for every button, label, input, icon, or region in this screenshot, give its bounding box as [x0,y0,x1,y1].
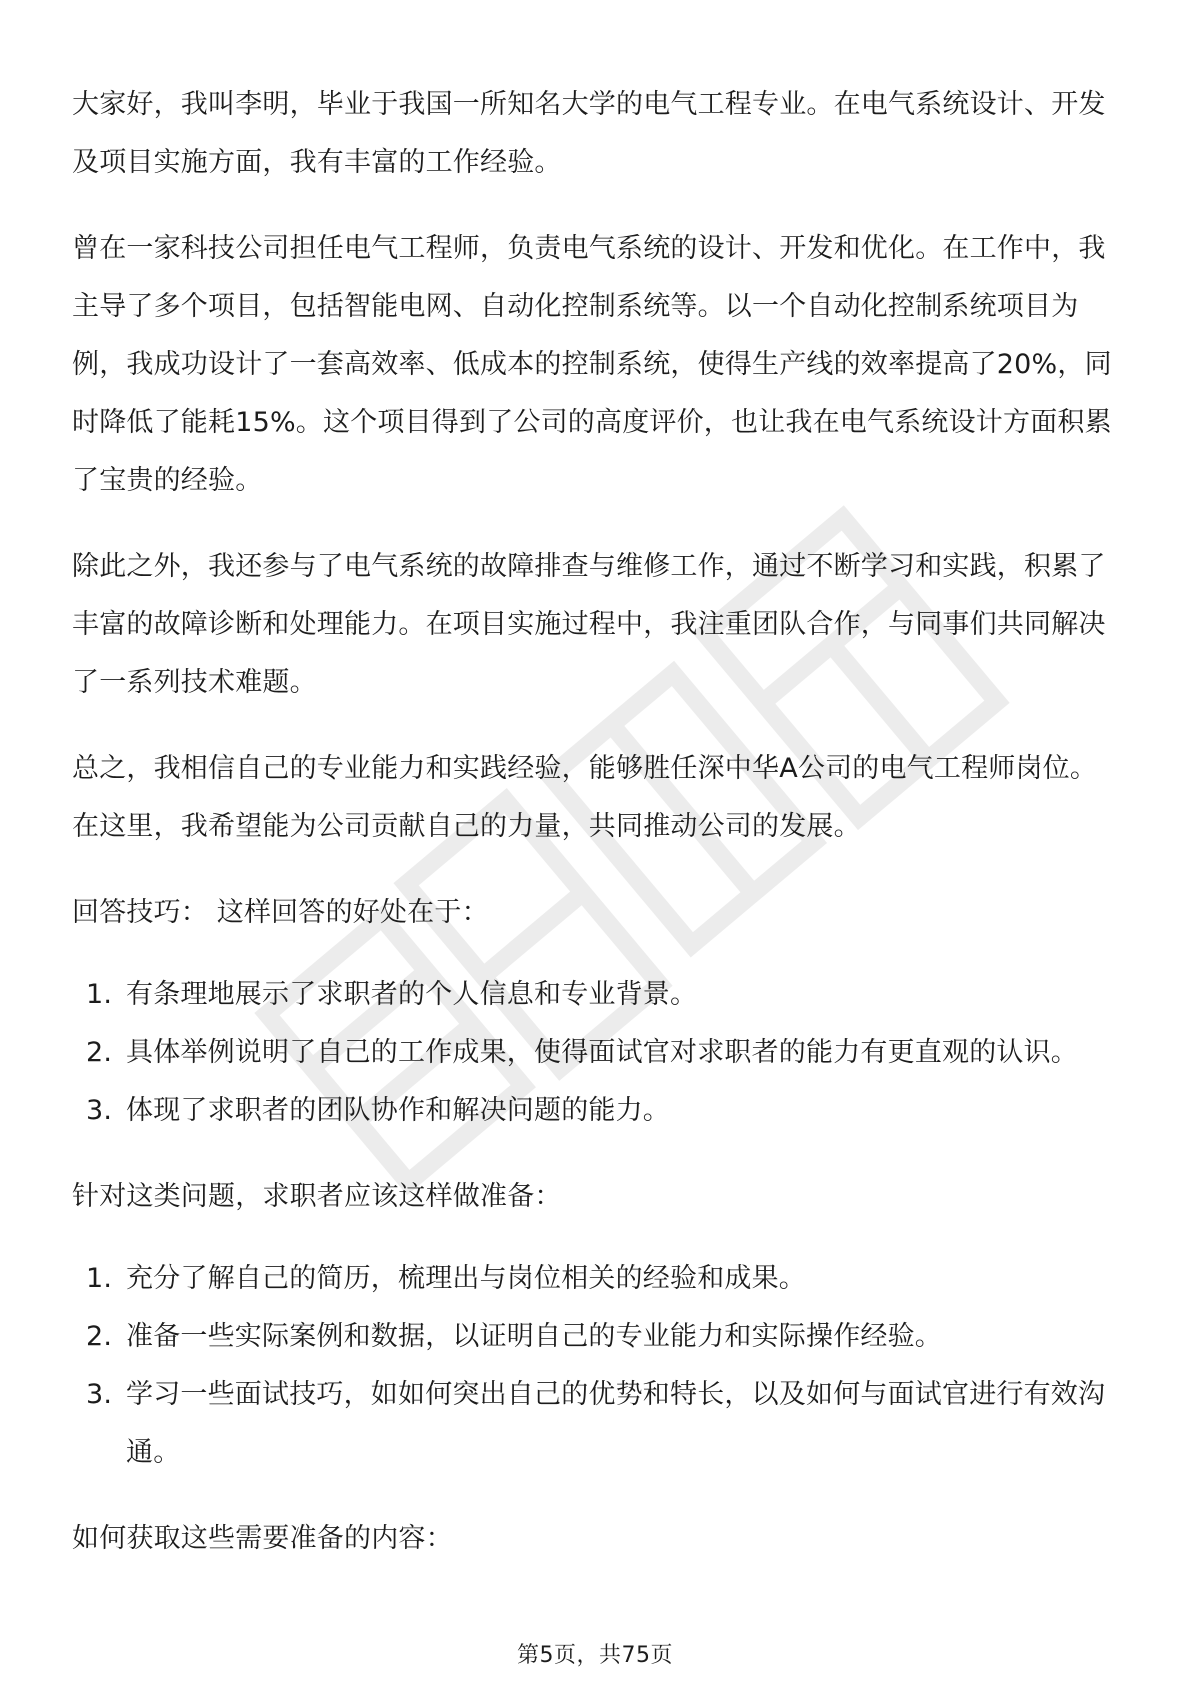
list-number: 3. [86,1379,113,1410]
paragraph-intro: 大家好，我叫李明，毕业于我国一所知名大学的电气工程专业。在电气系统设计、开发及项目实施方面，我有丰富的工作经验。 [72,89,1106,178]
list-item [72,1250,1118,1308]
list-item [72,1308,1118,1366]
list-number: 2. [86,1321,113,1352]
paragraph-experience: 曾在一家科技公司担任电气工程师，负责电气系统的设计、开发和优化。在工作中，我主导了多个项目，包括智能电网、自动化控制系统等。以一个自动化控制系统项目为例，我成功设计了一套高效率、低成本的控制系统，使得生产线的效率提高了20%，同时降低了能耗15%。这个项目得到了公司的高度评价，也让我在电气系统设计方面积累了宝贵的经验。 [72,233,1112,496]
paragraph-troubleshooting: 除此之外，我还参与了电气系统的故障排查与维修工作，通过不断学习和实践，积累了丰富的故障诊断和处理能力。在项目实施过程中，我注重团队合作，与同事们共同解决了一系列技术难题。 [72,551,1106,698]
prep-heading: 针对这类问题，求职者应该这样做准备： [72,1181,562,1212]
tips-list [72,966,1118,1140]
list-number: 1. [86,1263,113,1294]
prep-list [72,1250,1118,1482]
paragraph-summary: 总之，我相信自己的专业能力和实践经验，能够胜任深中华A公司的电气工程师岗位。在这里，我希望能为公司贡献自己的力量，共同推动公司的发展。 [72,753,1098,842]
list-item [72,966,1118,1024]
list-item-text: 有条理地展示了求职者的个人信息和专业背景。 [126,979,698,1010]
list-item-text: 充分了解自己的简历，梳理出与岗位相关的经验和成果。 [126,1263,806,1294]
list-item-text: 学习一些面试技巧，如如何突出自己的优势和特长，以及如何与面试官进行有效沟通。 [126,1379,1106,1468]
list-number: 2. [86,1037,113,1068]
final-heading: 如何获取这些需要准备的内容： [72,1523,453,1554]
list-number: 3. [86,1095,113,1126]
list-item [72,1082,1118,1140]
list-item-text: 准备一些实际案例和数据，以证明自己的专业能力和实际操作经验。 [126,1321,942,1352]
list-item [72,1366,1118,1482]
list-item-text: 体现了求职者的团队协作和解决问题的能力。 [126,1095,670,1126]
document-body [72,76,1118,1596]
list-number: 1. [86,979,113,1010]
tips-heading: 回答技巧： 这样回答的好处在于： [72,897,489,928]
list-item [72,1024,1118,1082]
page-footer: 第5页，共75页 [517,1643,673,1668]
list-item-text: 具体举例说明了自己的工作成果，使得面试官对求职者的能力有更直观的认识。 [126,1037,1078,1068]
